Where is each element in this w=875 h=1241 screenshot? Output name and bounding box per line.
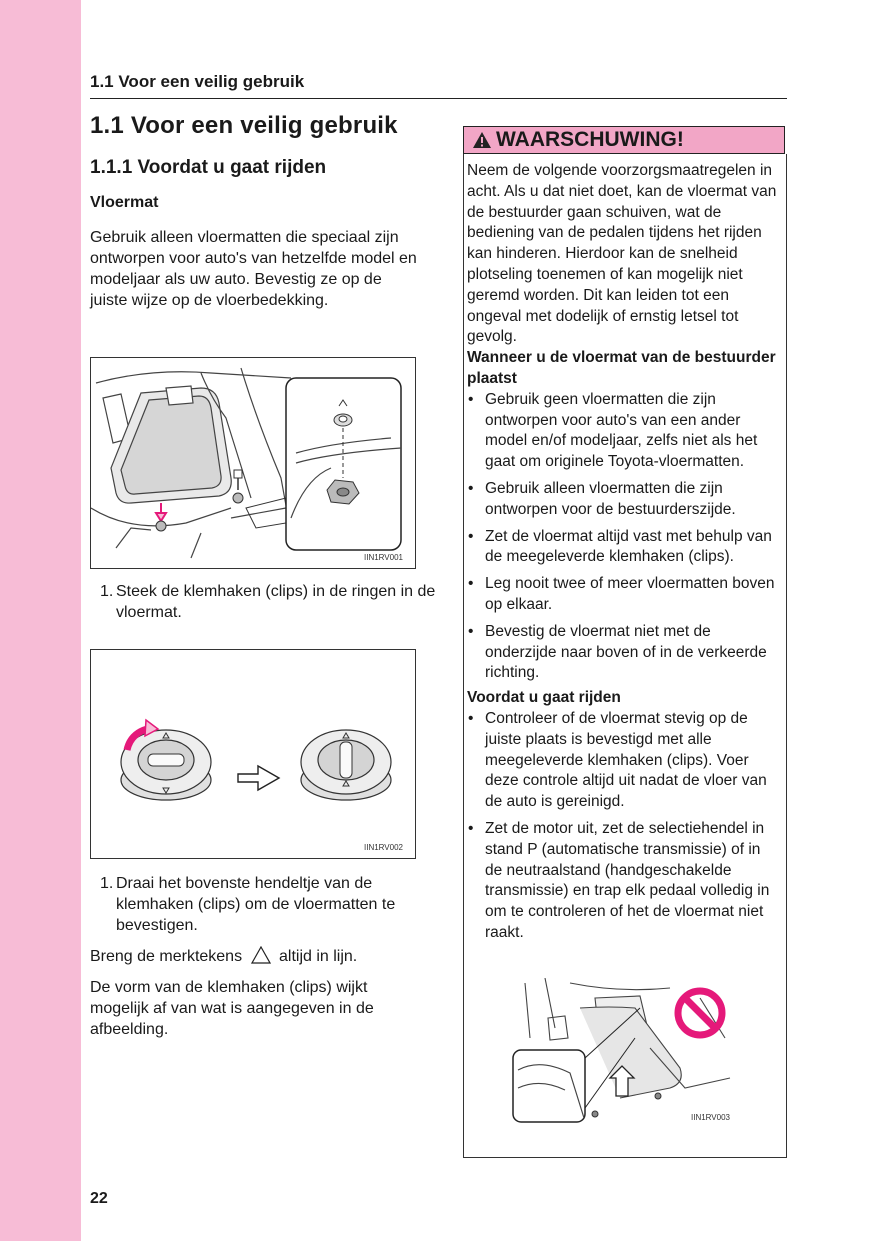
figure-code: IIN1RV001 [364, 553, 403, 562]
step-number: 1. [100, 583, 114, 600]
figure-rotate-clip [90, 649, 416, 859]
section-title: 1.1 Voor een veilig gebruik [90, 112, 398, 139]
figure-code: IIN1RV003 [691, 1113, 730, 1122]
alignment-note-before: Breng de merktekens [90, 948, 243, 965]
warning-intro: Neem de volgende voorzorgsmaatregelen in acht. Als u dat niet doet, kan de vloermat van de bestuurder gaan schuiven, wat de bediening van de pedalen tijdens het rijden kan hinderen. Hierdoor kan de snelheid plotseling toenemen of kan mogelijk niet geremd worden. Dit kan leiden tot een ongeval met dodelijk of ernstig letsel tot gevolg. [467, 162, 777, 346]
list-item: • Zet de motor uit, zet de selectiehendel in stand P (automatische transmissie) of in de neutraalstand (handgeschakelde transmissie) en trap elk pedaal volledig in om te controleren of het de vloermat niet raakt. [467, 819, 779, 944]
intro-paragraph: Gebruik alleen vloermatten die speciaal zijn ontworpen voor auto's van hetzelfde model en modeljaar als uw auto. Bevestig ze op de juiste wijze op de vloerbedekking. [90, 229, 417, 309]
step-insert-clips [100, 581, 436, 623]
figure-pedal-check [510, 978, 732, 1126]
page-margin-band [0, 0, 81, 1241]
alignment-note-after: altijd in lijn. [278, 948, 358, 965]
header-rule [90, 98, 787, 99]
page-number: 22 [90, 1190, 108, 1207]
triangle-mark-icon [251, 946, 271, 964]
clip-shape-note: De vorm van de klemhaken (clips) wijkt mogelijk af van wat is aangegeven in de afbeelding. [90, 979, 374, 1038]
warning-triangle-icon [472, 131, 492, 149]
pedal-interference-illustration [510, 978, 732, 1126]
step-text: Steek de klemhaken (clips) in de ringen in de vloermat. [116, 583, 436, 621]
subsection-title: 1.1.1 Voordat u gaat rijden [90, 157, 327, 178]
running-header: 1.1 Voor een veilig gebruik [90, 72, 305, 91]
list-item: • Gebruik geen vloermatten die zijn ontworpen voor auto's van een ander model en/of modeljaar, zelfs niet als het gaat om originele Toyota-vloermatten. [467, 390, 779, 473]
clip-rotation-illustration [91, 650, 415, 858]
figure-code: IIN1RV002 [364, 843, 403, 852]
step-rotate-clips [100, 873, 436, 936]
list-item: • Zet de vloermat altijd vast met behulp van de meegeleverde klemhaken (clips). [467, 527, 779, 569]
warning-subheading-driving: Voordat u gaat rijden [467, 689, 621, 707]
warning-title-bar [463, 126, 785, 154]
list-item: • Leg nooit twee of meer vloermatten boven op elkaar. [467, 574, 779, 616]
list-item: • Gebruik alleen vloermatten die zijn ontworpen voor de bestuurderszijde. [467, 479, 779, 521]
list-item: • Controleer of de vloermat stevig op de juiste plaats is bevestigd met alle meegeleverde klemhaken (clips). Voer deze controle altijd uit nadat de vloer van de auto is gereinigd. [467, 709, 779, 813]
floor-mat-illustration [91, 358, 415, 568]
topic-heading: Vloermat [90, 194, 159, 211]
warning-list-placing [467, 390, 779, 684]
warning-title: WAARSCHUWING! [496, 128, 684, 151]
figure-floor-mat-clips [90, 357, 416, 569]
warning-subheading-placing: Wanneer u de vloermat van de bestuurder plaatst [467, 349, 776, 387]
warning-list-driving [467, 709, 779, 944]
warning-content [467, 161, 779, 944]
step-text: Draai het bovenste hendeltje van de klemhaken (clips) om de vloermatten te bevestigen. [116, 875, 396, 934]
list-item: • Bevestig de vloermat niet met de onderzijde naar boven of in de verkeerde richting. [467, 622, 779, 684]
step-number: 1. [100, 875, 114, 892]
alignment-note [90, 946, 420, 967]
